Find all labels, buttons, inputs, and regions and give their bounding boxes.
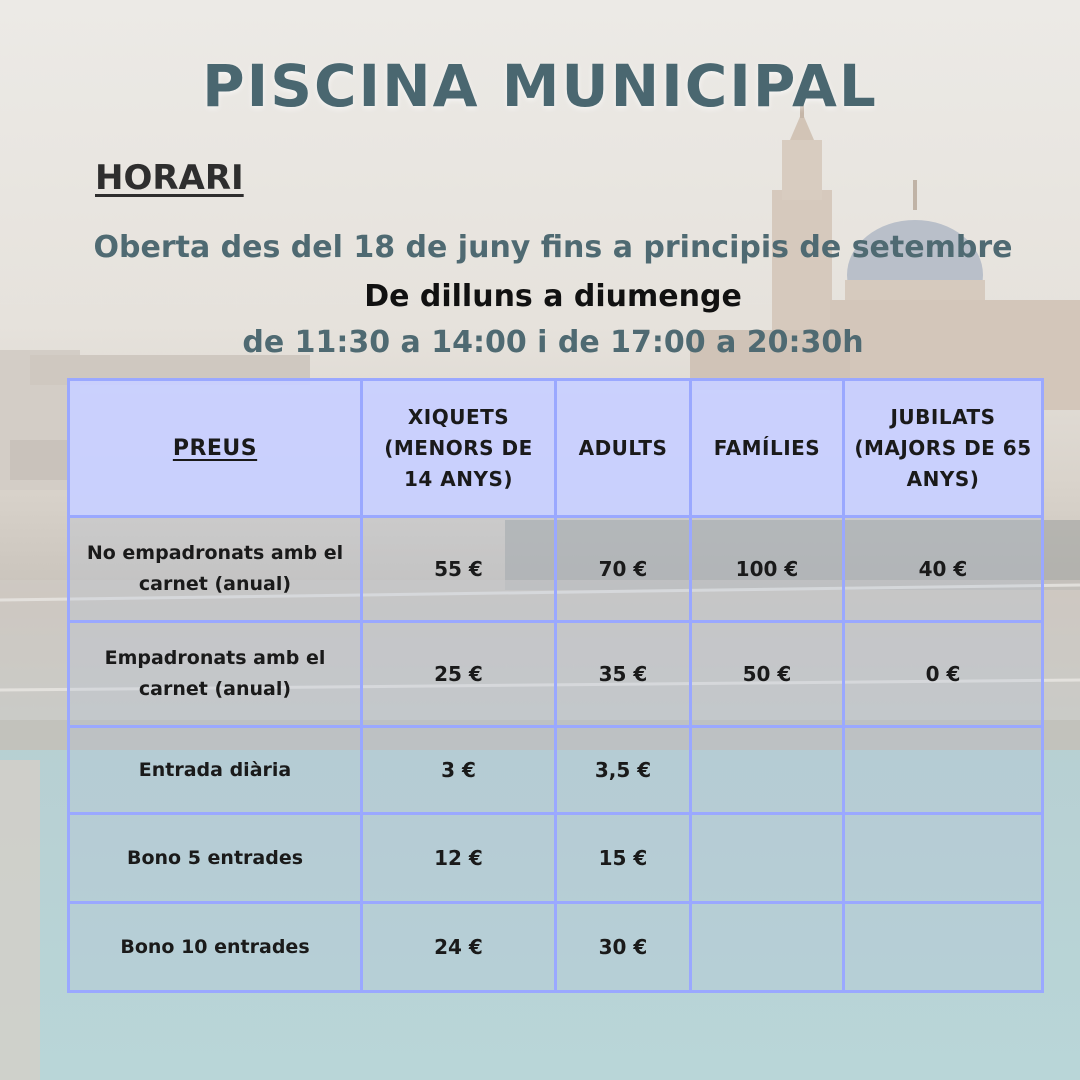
header-preus: PREUS: [69, 380, 362, 517]
price-cell: 0 €: [844, 622, 1043, 727]
row-label: Empadronats amb el carnet (anual): [69, 622, 362, 727]
row-label: No empadronats amb el carnet (anual): [69, 517, 362, 622]
price-cell: [844, 727, 1043, 814]
price-cell: [691, 814, 844, 903]
price-cell: 12 €: [362, 814, 556, 903]
section-heading: HORARI: [95, 158, 244, 198]
price-cell: 24 €: [362, 903, 556, 992]
table-row: [69, 622, 1043, 727]
price-cell: 50 €: [691, 622, 844, 727]
days-text: De dilluns a diumenge: [364, 279, 742, 314]
table-row: [69, 814, 1043, 903]
table-header-row: [69, 380, 1043, 517]
table-row: [69, 727, 1043, 814]
header-xiquets: XIQUETS (MENORS DE 14 ANYS): [362, 380, 556, 517]
header-families: FAMÍLIES: [691, 380, 844, 517]
price-cell: [844, 814, 1043, 903]
price-cell: 3 €: [362, 727, 556, 814]
hours-text: de 11:30 a 14:00 i de 17:00 a 20:30h: [242, 325, 864, 360]
season-text: Oberta des del 18 de juny fins a principis de setembre: [93, 230, 1013, 265]
price-cell: 40 €: [844, 517, 1043, 622]
header-jubilats: JUBILATS (MAJORS DE 65 ANYS): [844, 380, 1043, 517]
header-adults: ADULTS: [556, 380, 691, 517]
price-cell: 15 €: [556, 814, 691, 903]
price-cell: 100 €: [691, 517, 844, 622]
row-label: Entrada diària: [69, 727, 362, 814]
price-cell: 35 €: [556, 622, 691, 727]
table-row: [69, 517, 1043, 622]
table-row: [69, 903, 1043, 992]
row-label: Bono 5 entrades: [69, 814, 362, 903]
price-cell: 30 €: [556, 903, 691, 992]
price-cell: 55 €: [362, 517, 556, 622]
page-title: PISCINA MUNICIPAL: [202, 52, 878, 120]
price-cell: 25 €: [362, 622, 556, 727]
price-cell: [844, 903, 1043, 992]
price-cell: 3,5 €: [556, 727, 691, 814]
price-table: [67, 378, 1044, 993]
price-cell: [691, 903, 844, 992]
price-cell: 70 €: [556, 517, 691, 622]
price-cell: [691, 727, 844, 814]
row-label: Bono 10 entrades: [69, 903, 362, 992]
